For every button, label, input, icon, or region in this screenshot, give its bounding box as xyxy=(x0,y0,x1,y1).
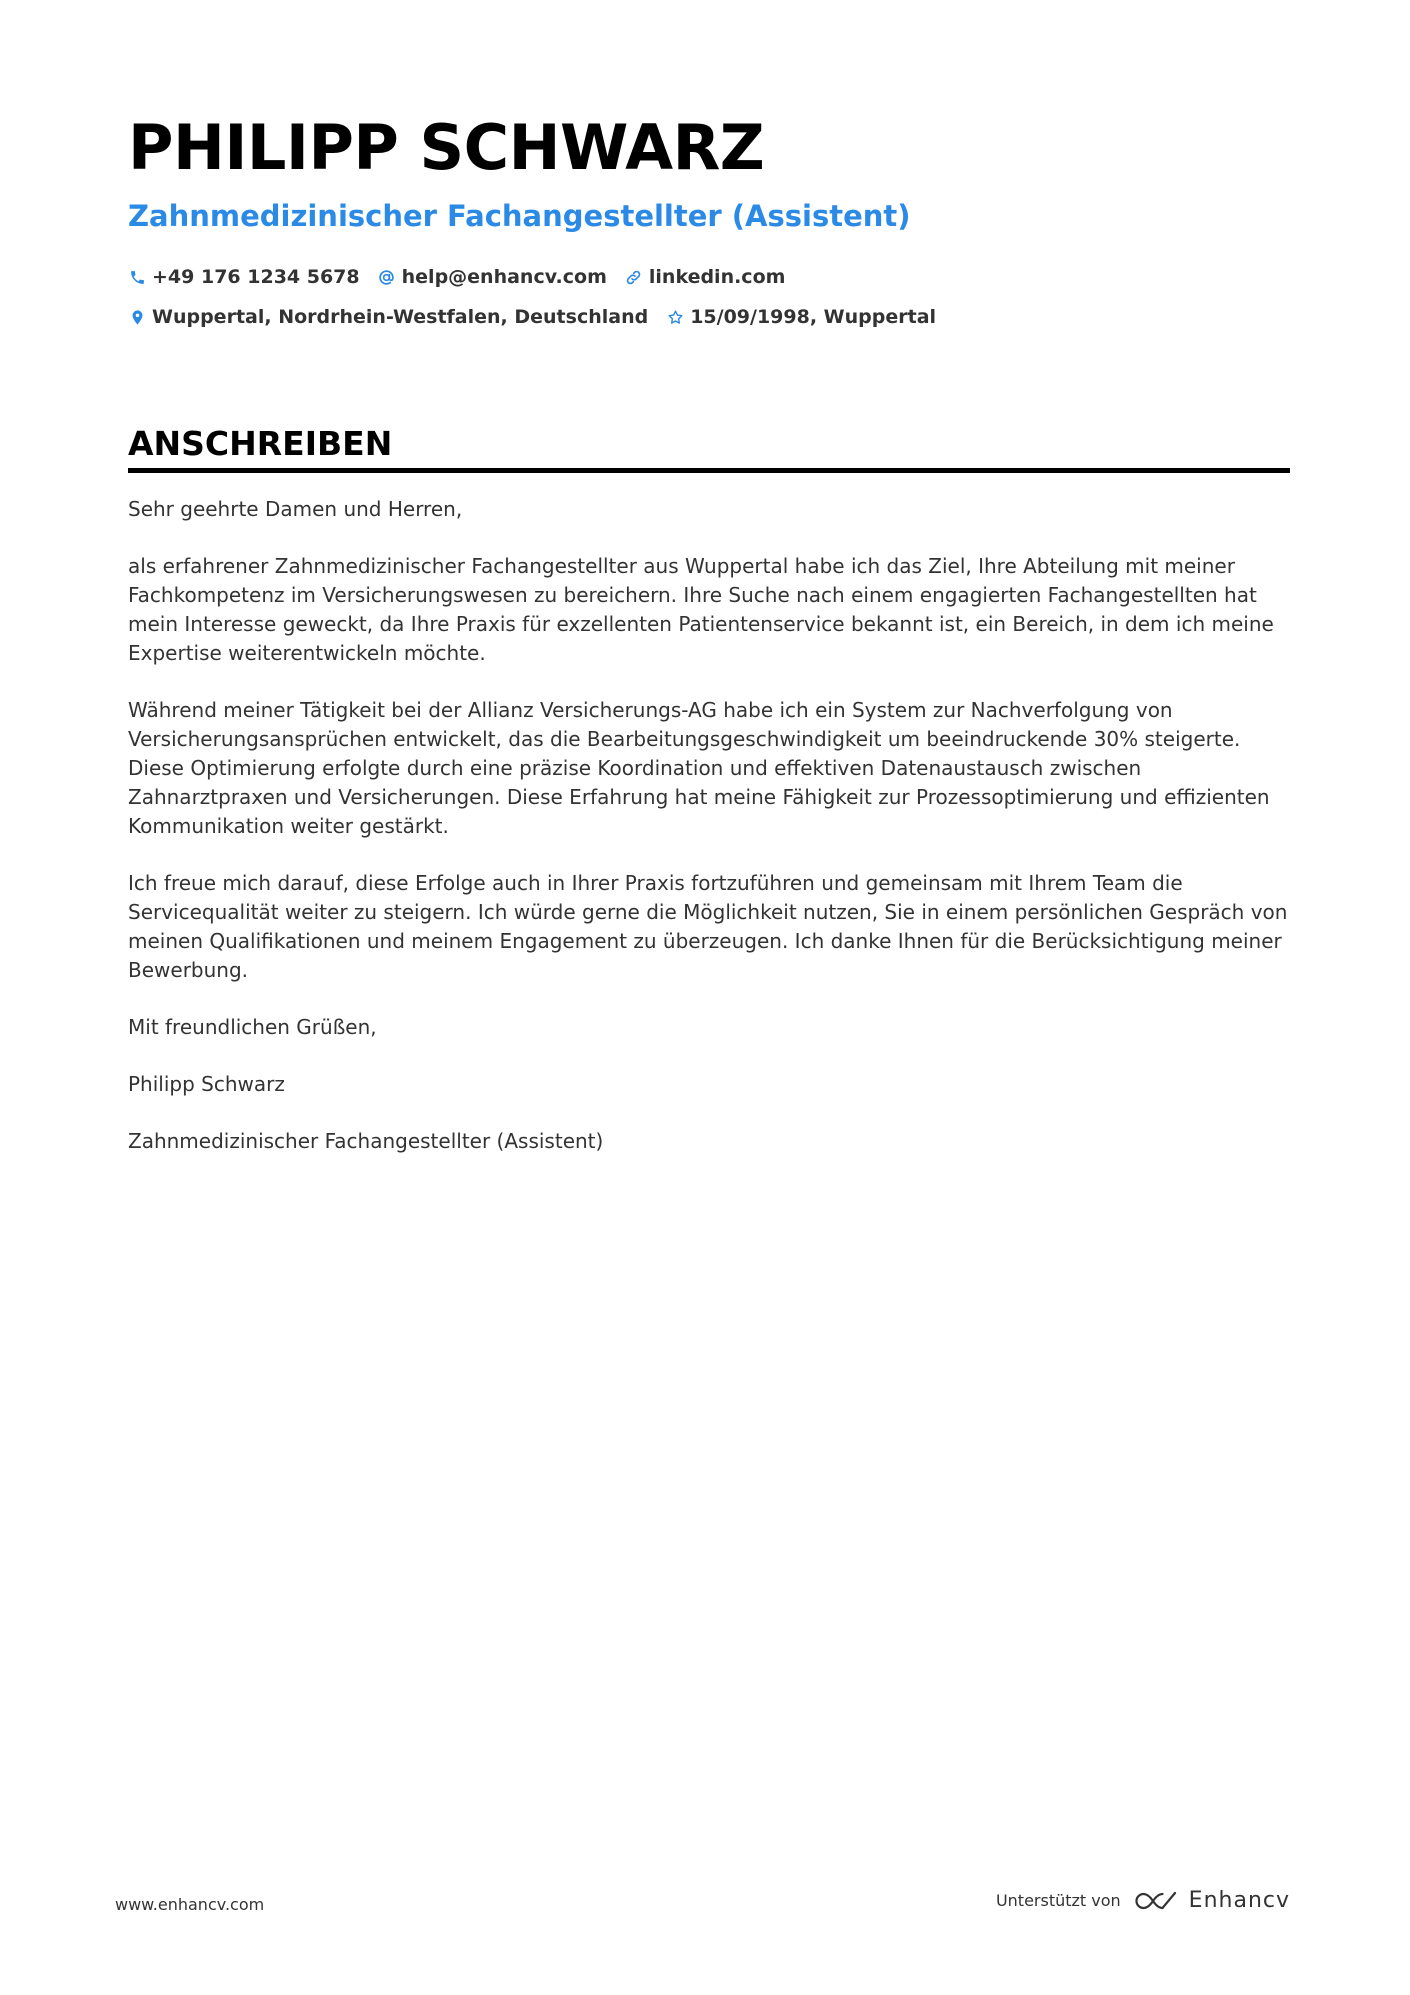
link-icon xyxy=(625,268,643,286)
location-pin-icon xyxy=(128,308,146,326)
contact-birth xyxy=(666,302,936,332)
letter-closing: Mit freundlichen Grüßen, xyxy=(128,1015,377,1039)
contact-phone[interactable] xyxy=(128,262,360,292)
contact-linkedin[interactable] xyxy=(625,262,786,292)
contact-email-text: help@enhancv.com xyxy=(401,266,607,288)
contact-location-text: Wuppertal, Nordrhein-Westfalen, Deutschland xyxy=(152,306,649,328)
footer-website[interactable]: www.enhancv.com xyxy=(115,1895,265,1914)
at-icon xyxy=(378,268,396,286)
job-title: Zahnmedizinischer Fachangestellter (Assistent) xyxy=(128,199,911,233)
signature-name: Philipp Schwarz xyxy=(128,1072,285,1096)
section-heading: ANSCHREIBEN xyxy=(128,424,1290,473)
cover-letter-page xyxy=(128,108,1290,1184)
enhancv-logo-icon xyxy=(1133,1889,1179,1913)
phone-icon xyxy=(128,268,146,286)
contact-location xyxy=(128,302,648,332)
enhancv-logo[interactable] xyxy=(1133,1888,1290,1913)
brand-name: Enhancv xyxy=(1188,1888,1290,1913)
contact-info xyxy=(128,262,1290,332)
footer-branding xyxy=(996,1888,1290,1913)
letter-paragraph: Ich freue mich darauf, diese Erfolge auch in Ihrer Praxis fortzuführen und gemeinsam mit Ihrem Team die Servicequalität weiter zu steigern. Ich würde gerne die Möglichkeit nutzen, Sie in einem persönlichen Gespräch von meinen Qualifikationen und meinem Engagement zu überzeugen. Ich danke Ihnen für die Berücksichtigung meiner Bewerbung. xyxy=(128,871,1288,982)
contact-phone-text: +49 176 1234 5678 xyxy=(152,266,360,288)
star-icon xyxy=(666,308,684,326)
contact-linkedin-text: linkedin.com xyxy=(648,266,786,288)
powered-by-text: Unterstützt von xyxy=(995,1891,1121,1910)
contact-email[interactable] xyxy=(378,262,607,292)
signature-title: Zahnmedizinischer Fachangestellter (Assistent) xyxy=(128,1129,604,1153)
contact-birth-text: 15/09/1998, Wuppertal xyxy=(690,306,937,328)
candidate-name: PHILIPP SCHWARZ xyxy=(128,111,765,184)
letter-paragraph: als erfahrener Zahnmedizinischer Fachangestellter aus Wuppertal habe ich das Ziel, Ihre Abteilung mit meiner Fachkompetenz im Versicherungswesen zu bereichern. Ihre Suche nach einem engagierten Fachangestellten hat mein Interesse geweckt, da Ihre Praxis für exzellenten Patientenservice bekannt ist, ein Bereich, in dem ich meine Expertise weiterentwickeln möchte. xyxy=(128,554,1274,665)
letter-body xyxy=(128,495,1290,1156)
letter-salutation: Sehr geehrte Damen und Herren, xyxy=(128,497,463,521)
letter-paragraph: Während meiner Tätigkeit bei der Allianz Versicherungs-AG habe ich ein System zur Nachverfolgung von Versicherungsansprüchen entwickelt, das die Bearbeitungsgeschwindigkeit um beeindruckende 30% steigerte. Diese Optimierung erfolgte durch eine präzise Koordination und effektiven Datenaustausch zwischen Zahnarztpraxen und Versicherungen. Diese Erfahrung hat meine Fähigkeit zur Prozessoptimierung und effizienten Kommunikation weiter gestärkt. xyxy=(128,698,1270,838)
